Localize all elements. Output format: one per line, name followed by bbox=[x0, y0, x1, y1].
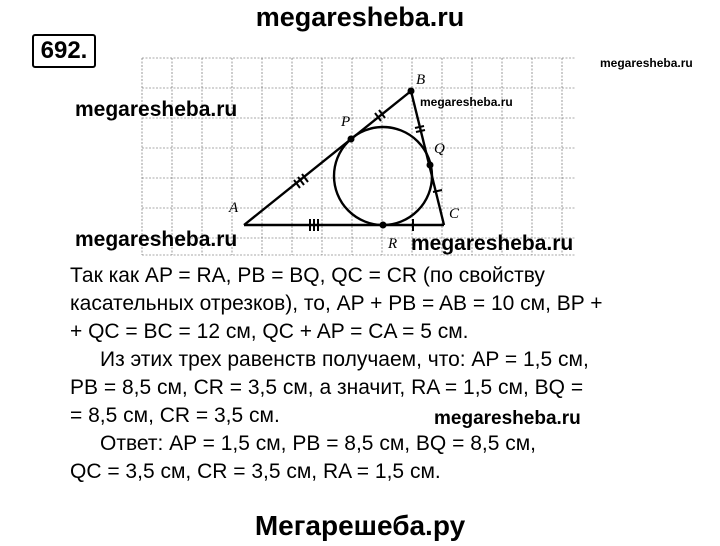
label-Q: Q bbox=[434, 141, 445, 157]
answer-line: Ответ: AP = 1,5 см, PB = 8,5 см, BQ = 8,5 см, bbox=[100, 432, 536, 455]
watermark-footer: Мегарешеба.ру bbox=[254, 510, 466, 541]
answer-line: QC = 3,5 см, CR = 3,5 см, RA = 1,5 см. bbox=[70, 460, 441, 483]
label-R: R bbox=[388, 236, 398, 252]
solution-line: PB = 8,5 см, CR = 3,5 см, а значит, RA = 1,5 см, BQ = bbox=[70, 376, 584, 399]
label-A: A bbox=[229, 200, 239, 216]
solution-line: Так как AP = RA, PB = BQ, QC = CR (по свойству bbox=[70, 264, 545, 287]
solution-line: касательных отрезков), то, AP + PB = AB = 10 см, BP + bbox=[70, 292, 603, 315]
label-C: C bbox=[449, 206, 460, 222]
solution-line: Из этих трех равенств получаем, что: AP = 1,5 см, bbox=[100, 348, 589, 371]
watermark-text-mid: megaresheba.ru bbox=[434, 408, 581, 429]
watermark-small-right: megaresheba.ru bbox=[600, 56, 693, 70]
watermark-small-figure: megaresheba.ru bbox=[420, 95, 513, 109]
incircle bbox=[334, 127, 432, 225]
solution-line: + QC = BC = 12 см, QC + AP = CA = 5 см. bbox=[70, 320, 469, 343]
watermark-top: megaresheba.ru bbox=[255, 2, 465, 32]
watermark-left-bottom: megaresheba.ru bbox=[75, 228, 238, 251]
watermark-left-figure: megaresheba.ru bbox=[75, 98, 238, 121]
watermark-right-bottom: megaresheba.ru bbox=[411, 232, 574, 255]
problem-number: 692. bbox=[32, 34, 96, 68]
solution-line: = 8,5 см, CR = 3,5 см. bbox=[70, 404, 280, 427]
solution-text bbox=[70, 262, 702, 486]
label-P: P bbox=[341, 114, 351, 130]
label-B: B bbox=[416, 72, 426, 88]
